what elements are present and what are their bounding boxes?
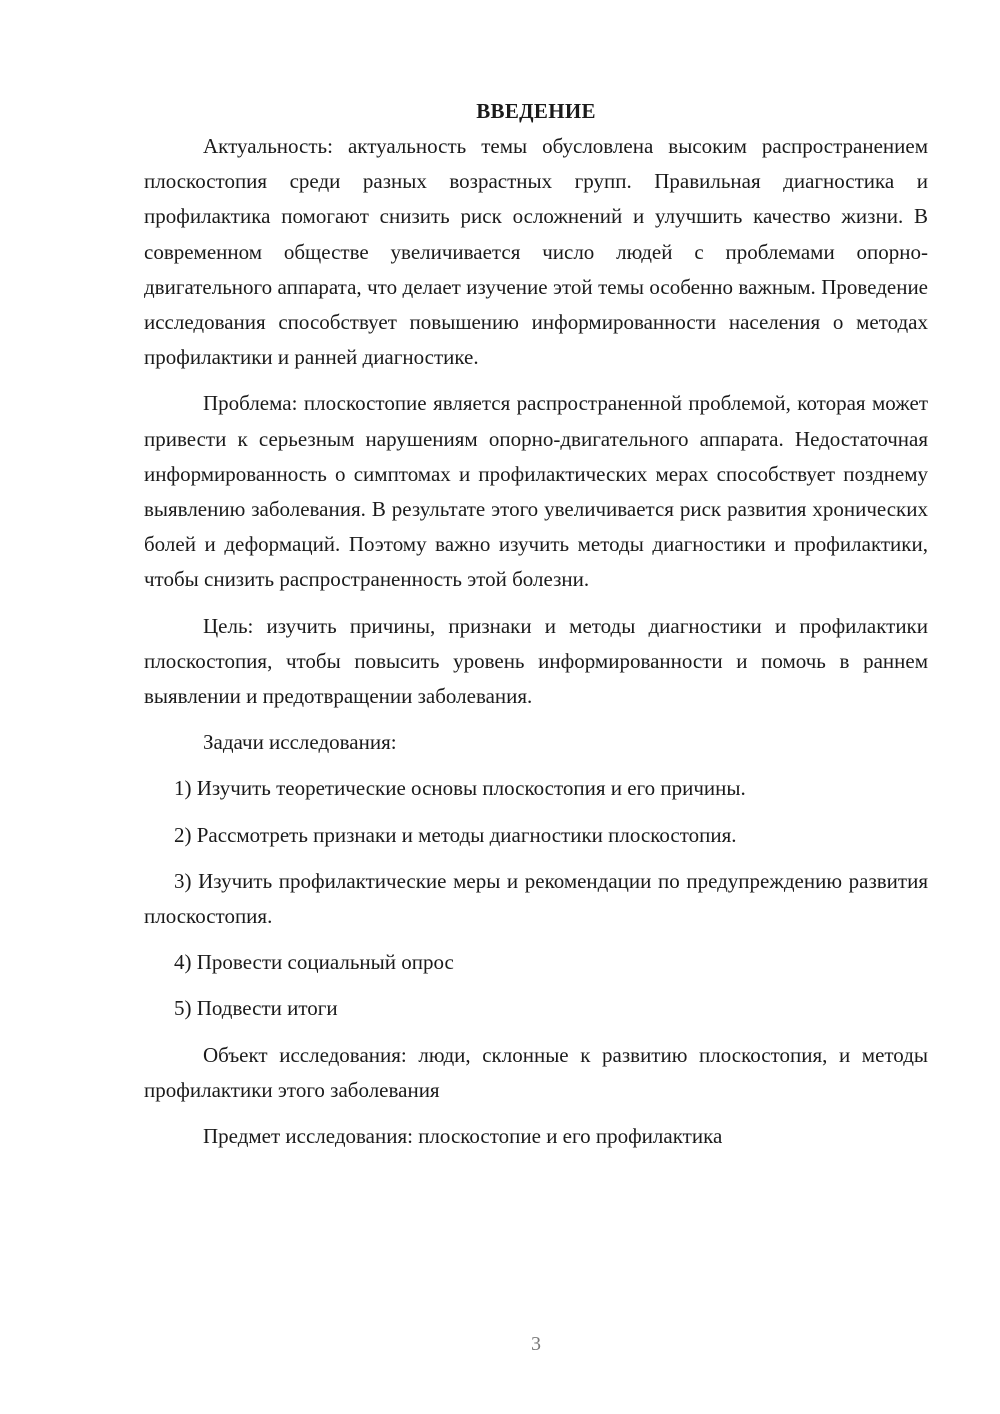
tasks-label: Задачи исследования: xyxy=(203,730,397,755)
document-page xyxy=(144,94,928,1165)
task-item-5: 5) Подвести итоги xyxy=(174,996,338,1021)
paragraph-goal: Цель: изучить причины, признаки и методы диагностики и профилактики плоскостопия, чтобы повысить уровень информированности и помочь в раннем выявлении и предотвращении заболевания. xyxy=(144,613,928,709)
task-item-3: 3) Изучить профилактические меры и рекомендации по предупреждению развития плоскостопия. xyxy=(144,868,928,929)
paragraph-relevance: Актуальность: актуальность темы обусловлена высоким распространением плоскостопия среди разных возрастных групп. Правильная диагностика и профилактика помогают снизить риск осложнений и улучшить качество жизни. В современном обществе увеличивается число людей с проблемами опорно-двигательного аппарата, что делает изучение этой темы особенно важным. Проведение исследования способствует повышению информированности населения о методах профилактики и ранней диагностике. xyxy=(144,134,928,370)
task-item-2: 2) Рассмотреть признаки и методы диагностики плоскостопия. xyxy=(174,822,737,847)
task-item-4: 4) Провести социальный опрос xyxy=(174,950,454,975)
paragraph-problem: Проблема: плоскостопие является распространенной проблемой, которая может привести к серьезным нарушениям опорно-двигательного аппарата. Недостаточная информированность о симптомах и профилактических мерах способствует позднему выявлению заболевания. В результате этого увеличивается риск развития хронических болей и деформаций. Поэтому важно изучить методы диагностики и профилактики, чтобы снизить распространенность этой болезни. xyxy=(144,391,928,592)
section-heading: ВВЕДЕНИЕ xyxy=(476,99,596,123)
page-number: 3 xyxy=(531,1333,541,1355)
task-item-1: 1) Изучить теоретические основы плоскостопия и его причины. xyxy=(174,776,746,801)
paragraph-subject: Предмет исследования: плоскостопие и его профилактика xyxy=(203,1124,723,1149)
paragraph-object: Объект исследования: люди, склонные к развитию плоскостопия, и методы профилактики этого заболевания xyxy=(144,1042,928,1102)
